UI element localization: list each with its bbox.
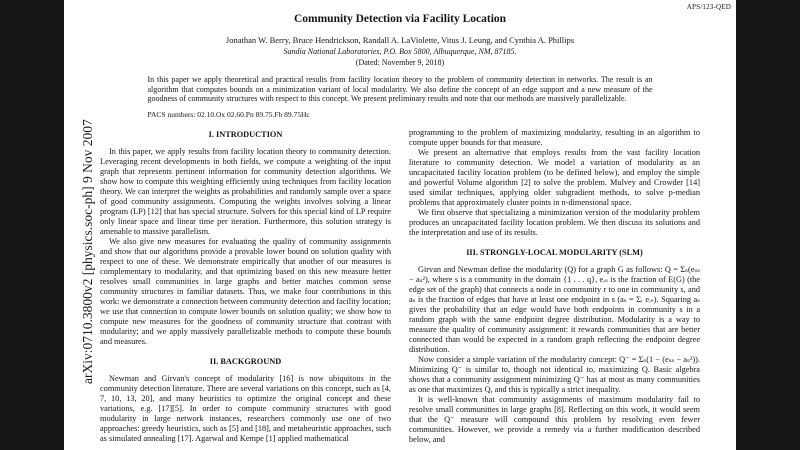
abstract-text: In this paper we apply theoretical and practical results from facility location theory to the problem of community detection in networks. The result is an algorithm that computes bounds on a minimization variant of local modularity. We also define the concept of an edge support and a new measure of the goodness of community structures with respect to this concept. We present preliminary results and note that our methods are massively parallelizable. <box>147 75 653 103</box>
paper-header <box>64 0 736 67</box>
date-line: (Dated: November 9, 2018) <box>355 58 445 67</box>
paragraph: In this paper, we apply results from facility location theory to community detection. Leveraging recent developments in both fields, we compute a weighting of the input graph that represents pertinent information for community detection algorithms. We show how to compute this weighting efficiently using techniques from facility location theory. We can interpret the weights as probabilities and randomly sample over a space of good community assignments. Computing the weights involves solving a linear program (LP) [12] that has special structure. Solvers for this special kind of LP require only linear space and linear time per iteration. Furthermore, this solution strategy is amenable to massive parallelism. <box>100 146 391 236</box>
paragraph: Girvan and Newman define the modularity (Q) for a graph G as follows: Q = Σₛ(eₛₛ − aₛ²), where s is a community in the domain {1 . . . q}, eᵣₛ is the fraction of E(G) (the edge set of the graph) that connects a node in community r to one in community s, and aₛ is the fraction of edges that have at least one endpoint in s (aₛ = Σᵣ eᵣₛ). Squaring aₛ gives the probability that an edge would have both endpoints in community s in a random graph with the same endpoint degree distribution. Modularity is a way to measure the quality of community assignment: it rewards communities that are better connected than would be expected in a random graph reflecting the endpoint degree distribution. <box>409 264 700 354</box>
section-heading-background: II. BACKGROUND <box>209 356 282 366</box>
two-column-body <box>64 119 736 445</box>
paragraph: Newman and Girvan's concept of modularity [16] is now ubiquitous in the community detection literature. There are several variations on this concept, such as [4, 7, 10, 13, 20], and many heuristics to optimize the original concept and these variations, e.g. [17][5]. In order to compute community structures with good modularity in large network instances, researchers commonly use one of two approaches: greedy heuristics, such as [5] and [18], and metaheuristic approaches, such as simulated annealing [17]. Agarwal and Kempe [1] applied mathematical <box>100 373 391 443</box>
preprint-id: APS/123-QED <box>686 3 731 11</box>
affiliation-line: Sandia National Laboratories, P.O. Box 5800, Albuquerque, NM, 87185. <box>283 47 517 56</box>
paragraph: We present an alternative that employs results from the vast facility location literature to community detection. We model a variation of modularity as an uncapacitated facility location problem (to be defined below), and employ the simple and powerful Volume algorithm [2] to solve the problem. Mulvey and Crowder [14] used similar techniques, applying older subgradient methods, to solve p-median problems that approximately cluster points in n-dimensional space. <box>409 147 700 207</box>
paragraph: Now consider a simple variation of the modularity concept: Q⁻ = Σₛ(1 − (eₛₛ − aₛ²)). Minimizing Q⁻ is similar to, though not identical to, maximizing Q. Basic algebra shows that a community assignment minimizing Q⁻ has at most as many communities as one that maximizes Q, and this is typically a strict inequality. <box>409 354 700 394</box>
pacs-line: PACS numbers: 02.10.Ox 02.60.Pn 89.75.Fb 89.75Hc <box>147 109 310 119</box>
paper-title: Community Detection via Facility Location <box>293 13 507 25</box>
section-heading-slm: III. STRONGLY-LOCAL MODULARITY (SLM) <box>466 247 643 257</box>
authors-line: Jonathan W. Berry, Bruce Hendrickson, Randall A. LaViolette, Vitus J. Leung, and Cynthia A. Phillips <box>225 35 575 45</box>
arxiv-stamp: arXiv:0710.3800v2 [physics.soc-ph] 9 Nov 2007 <box>80 119 95 384</box>
paragraph: We also give new measures for evaluating the quality of community assignments and show that our algorithms provide a provable lower bound on solution quality with respect to one of these. We demonstrate empirically that another of our measures is complementary to modularity, and that optimizing based on this new measure better resolves small communities in large graphs and better matches common sense community structures in familiar datasets. Thus, we make four contributions in this work: we demonstrate a connection between community detection and facility location; we use that connection to compute lower bounds on solution quality; we show how to compute new measures for the goodness of community structure that contrast with modularity; and we apply massively parallelizable methods to compute these bounds and measures. <box>100 236 391 346</box>
paper-page <box>64 0 736 450</box>
paragraph: It is well-known that community assignments of maximum modularity fail to resolve small communities in large graphs [8]. Reflecting on this work, it would seem that the Q⁻ measure will compound this problem by resolving even fewer communities. However, we provide a remedy via a further modification described below, and <box>409 394 700 444</box>
right-column <box>409 128 700 445</box>
paragraph: programming to the problem of maximizing modularity, resulting in an algorithm to compute upper bounds for that measure. <box>409 127 700 147</box>
section-heading-introduction: I. INTRODUCTION <box>208 129 283 139</box>
paragraph: We first observe that specializing a minimization version of the modularity problem produces an uncapacitated facility location problem. We then discuss its solutions and the interpretation and use of its results. <box>409 207 700 237</box>
left-column <box>100 128 391 445</box>
